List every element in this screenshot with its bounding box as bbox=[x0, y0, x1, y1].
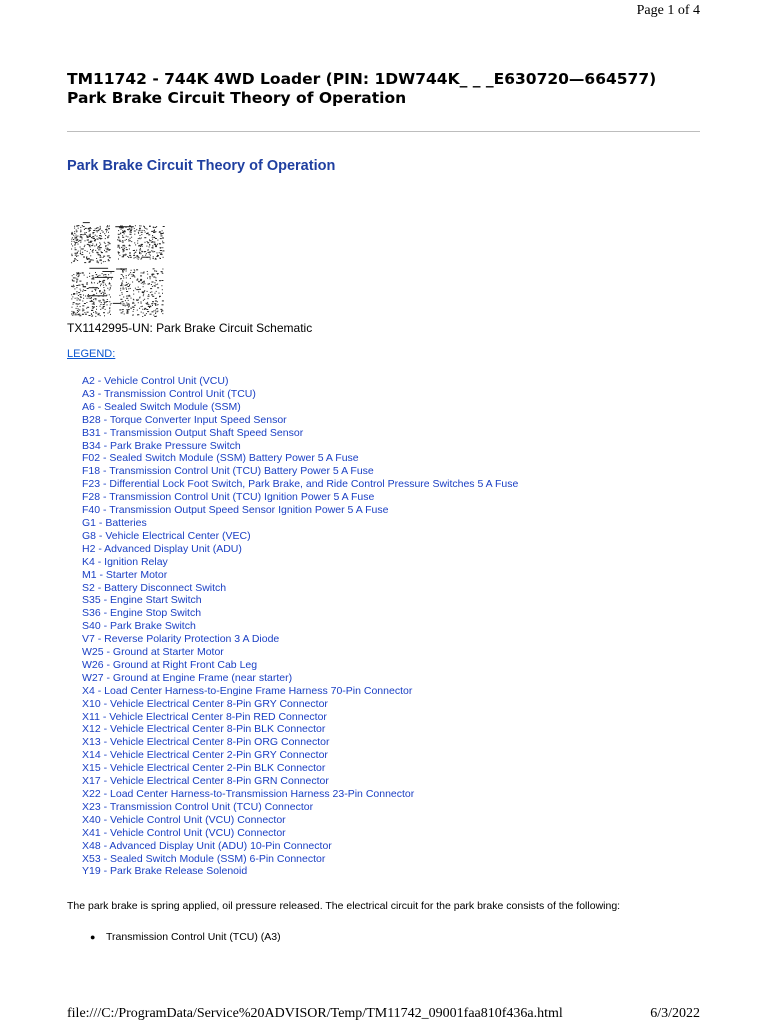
legend-item: W27 - Ground at Engine Frame (near starter) bbox=[82, 671, 293, 684]
page-number: Page 1 of 4 bbox=[636, 3, 700, 18]
legend-item: X4 - Load Center Harness-to-Engine Frame Harness 70-Pin Connector bbox=[82, 684, 413, 697]
legend-item: G8 - Vehicle Electrical Center (VEC) bbox=[82, 529, 251, 542]
bullet-list bbox=[90, 931, 281, 943]
legend-link[interactable]: LEGEND: bbox=[67, 348, 116, 360]
legend-item: X48 - Advanced Display Unit (ADU) 10-Pin Connector bbox=[82, 839, 332, 852]
legend-item: X13 - Vehicle Electrical Center 8-Pin ORG Connector bbox=[82, 736, 330, 749]
legend-item: X12 - Vehicle Electrical Center 8-Pin BLK Connector bbox=[82, 723, 326, 736]
legend-item: X17 - Vehicle Electrical Center 8-Pin GRN Connector bbox=[82, 775, 329, 788]
figure-caption: TX1142995-UN: Park Brake Circuit Schematic bbox=[67, 321, 313, 335]
body-paragraph: The park brake is spring applied, oil pressure released. The electrical circuit for the park brake consists of the following: bbox=[67, 900, 621, 912]
legend-item: F02 - Sealed Switch Module (SSM) Battery Power 5 A Fuse bbox=[82, 452, 359, 465]
legend-item: A3 - Transmission Control Unit (TCU) bbox=[82, 387, 256, 400]
schematic-thumbnail-image[interactable] bbox=[69, 222, 167, 320]
footer-date: 6/3/2022 bbox=[650, 1006, 700, 1021]
footer-file-url: file:///C:/ProgramData/Service%20ADVISOR/Temp/TM11742_09001faa810f436a.html bbox=[67, 1006, 563, 1021]
legend-item: W26 - Ground at Right Front Cab Leg bbox=[82, 658, 258, 671]
legend-item: X41 - Vehicle Control Unit (VCU) Connector bbox=[82, 826, 286, 839]
legend-item: A2 - Vehicle Control Unit (VCU) bbox=[82, 375, 229, 387]
legend-item: B34 - Park Brake Pressure Switch bbox=[82, 439, 241, 452]
document-title-line1: TM11742 - 744K 4WD Loader (PIN: 1DW744K_ _ _E630720—664577) bbox=[67, 70, 657, 88]
legend-item: H2 - Advanced Display Unit (ADU) bbox=[82, 542, 242, 555]
legend-item: Y19 - Park Brake Release Solenoid bbox=[82, 865, 248, 878]
legend-item: F18 - Transmission Control Unit (TCU) Battery Power 5 A Fuse bbox=[82, 465, 374, 478]
legend-item: X40 - Vehicle Control Unit (VCU) Connector bbox=[82, 813, 286, 826]
legend-item: M1 - Starter Motor bbox=[82, 568, 168, 581]
legend-item: X10 - Vehicle Electrical Center 8-Pin GRY Connector bbox=[82, 697, 328, 710]
legend-item: G1 - Batteries bbox=[82, 516, 147, 529]
legend-item: X15 - Vehicle Electrical Center 2-Pin BLK Connector bbox=[82, 762, 326, 775]
legend-item: A6 - Sealed Switch Module (SSM) bbox=[82, 400, 241, 413]
document-title bbox=[67, 70, 707, 108]
legend-item: X11 - Vehicle Electrical Center 8-Pin RED Connector bbox=[82, 710, 327, 723]
bullet-item bbox=[90, 931, 281, 943]
bullet-dot-icon: ● bbox=[90, 932, 96, 942]
legend-item: X22 - Load Center Harness-to-Transmission Harness 23-Pin Connector bbox=[82, 788, 415, 800]
legend-item: W25 - Ground at Starter Motor bbox=[82, 646, 224, 659]
legend-item: S40 - Park Brake Switch bbox=[82, 620, 196, 633]
section-title: Park Brake Circuit Theory of Operation bbox=[67, 158, 336, 174]
document-title-line2: Park Brake Circuit Theory of Operation bbox=[67, 89, 407, 107]
legend-item: V7 - Reverse Polarity Protection 3 A Diode bbox=[82, 633, 280, 646]
bullet-text: Transmission Control Unit (TCU) (A3) bbox=[106, 931, 281, 943]
legend-item: X53 - Sealed Switch Module (SSM) 6-Pin Connector bbox=[82, 852, 326, 865]
legend-item: S36 - Engine Stop Switch bbox=[82, 607, 202, 620]
legend-item: K4 - Ignition Relay bbox=[82, 555, 168, 568]
legend-item: F23 - Differential Lock Foot Switch, Park Brake, and Ride Control Pressure Switches 5 A Fuse bbox=[82, 478, 519, 491]
legend-list bbox=[82, 375, 518, 878]
legend-item: F40 - Transmission Output Speed Sensor Ignition Power 5 A Fuse bbox=[82, 504, 389, 517]
legend-item: X14 - Vehicle Electrical Center 2-Pin GRY Connector bbox=[82, 749, 328, 762]
legend-item: S2 - Battery Disconnect Switch bbox=[82, 581, 227, 594]
legend-item: B31 - Transmission Output Shaft Speed Sensor bbox=[82, 426, 304, 439]
title-divider bbox=[67, 131, 700, 132]
legend-item: X23 - Transmission Control Unit (TCU) Connector bbox=[82, 800, 314, 813]
legend-item: S35 - Engine Start Switch bbox=[82, 594, 202, 607]
legend-item: B28 - Torque Converter Input Speed Sensor bbox=[82, 413, 287, 426]
legend-item: F28 - Transmission Control Unit (TCU) Ignition Power 5 A Fuse bbox=[82, 491, 375, 504]
